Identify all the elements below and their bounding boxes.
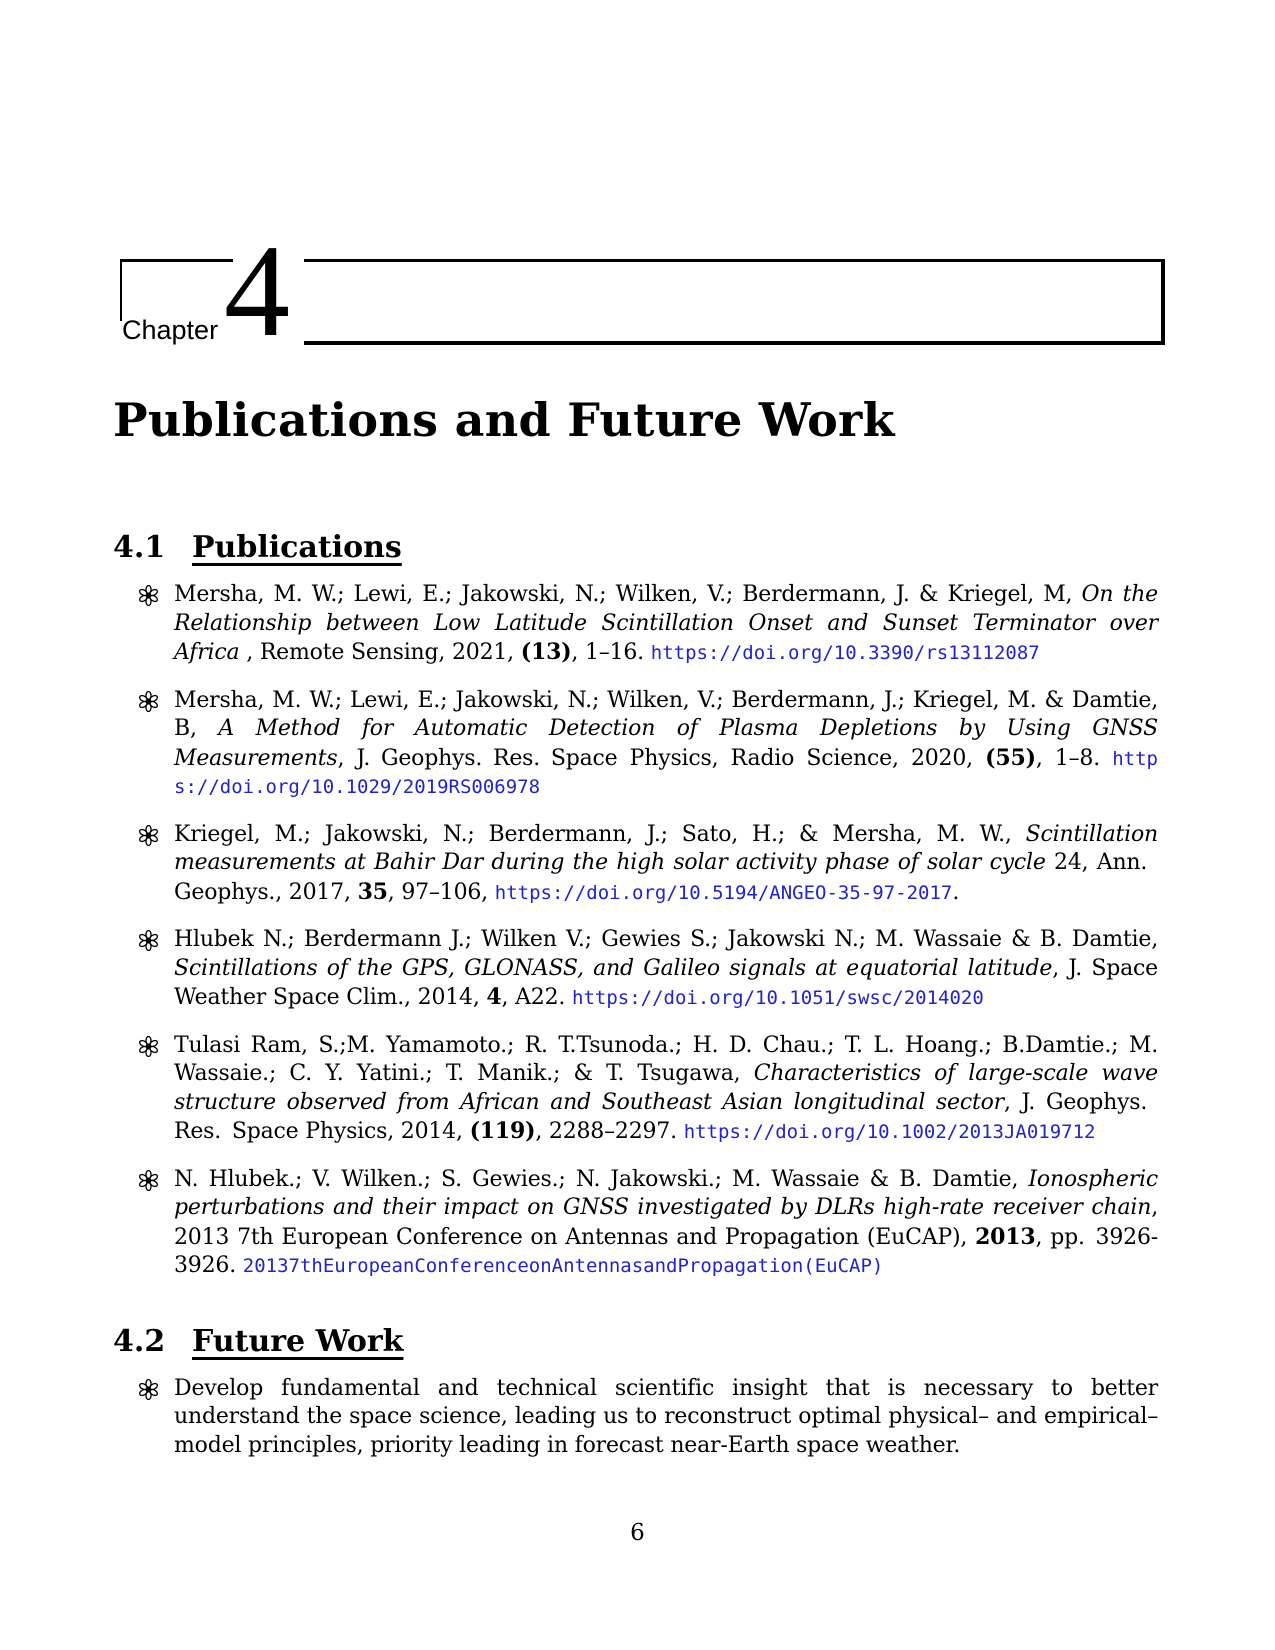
text-segment: , 1–8. bbox=[1035, 745, 1113, 771]
chapter-number: 4 bbox=[224, 217, 290, 364]
doi-link[interactable]: https://doi.org/10.1029/2019RS006978 bbox=[174, 747, 1158, 798]
text-segment: 24, Ann. Geophys., 2017, bbox=[174, 850, 1158, 905]
chapter-rule-right bbox=[1161, 259, 1165, 345]
doi-link[interactable]: https://doi.org/10.1002/2013JA019712 bbox=[683, 1121, 1096, 1143]
list-item bbox=[113, 1166, 1158, 1281]
chapter-rule-top-right bbox=[304, 259, 1161, 262]
entry-text bbox=[174, 927, 1158, 1010]
list-item bbox=[113, 687, 1158, 802]
flower-bullet-icon bbox=[138, 1379, 159, 1400]
doi-link[interactable]: https://doi.org/10.5194/ANGEO-35-97-2017 bbox=[494, 881, 953, 904]
text-segment: Tulasi Ram, S.;M. Yamamoto.; R. T.Tsunoda.; H. D. Chau.; T. L. Hoang.; B.Damtie.; M. Wassaie.; C. Y. Yatini.; T. Manik.; & T. Tsugawa, bbox=[174, 1032, 1158, 1086]
section-number: 4.2 bbox=[113, 1323, 166, 1359]
text-segment: Mersha, M. W.; Lewi, E.; Jakowski, N.; Wilken, V.; Berdermann, J.; Kriegel, M. & Damtie, B, bbox=[174, 687, 1158, 741]
entry-text bbox=[174, 1033, 1158, 1145]
text-segment: , J. Space Weather Space Clim., 2014, bbox=[174, 955, 1158, 1010]
text-segment: Scintillation measurements at Bahir Dar during the high solar activity phase of solar cycle bbox=[174, 821, 1158, 875]
flower-bullet-icon bbox=[138, 1170, 159, 1191]
doi-link[interactable]: https://doi.org/10.3390/rs13112087 bbox=[650, 642, 1040, 664]
entry-text bbox=[174, 582, 1158, 665]
text-segment: , J. Geophys. Res. Space Physics, 2014, bbox=[174, 1089, 1158, 1144]
text-segment: , 2288–2297. bbox=[535, 1119, 684, 1144]
flower-bullet-icon bbox=[138, 825, 159, 846]
list-item bbox=[113, 581, 1158, 668]
publications-list bbox=[113, 581, 1158, 1281]
text-segment: Scintillations of the GPS, GLONASS, and Galileo signals at equatorial latitude bbox=[174, 955, 1053, 981]
entry-text bbox=[174, 688, 1158, 800]
text-segment: (55) bbox=[985, 744, 1036, 771]
text-segment: , 1–16. bbox=[571, 640, 651, 665]
section-title: Future Work bbox=[192, 1323, 404, 1359]
text-segment: Kriegel, M.; Jakowski, N.; Berdermann, J.; Sato, H.; & Mersha, M. W., bbox=[174, 821, 1026, 847]
text-segment: , A22. bbox=[501, 985, 572, 1010]
text-segment: Characteristics of large-scale wave structure observed from African and Southeast Asian longitudinal sector bbox=[174, 1061, 1159, 1115]
doi-link[interactable]: 20137thEuropeanConferenceonAntennasandPropagation(EuCAP) bbox=[242, 1255, 884, 1277]
text-segment: . bbox=[952, 879, 960, 905]
text-segment: On the Relationship between Low Latitude Scintillation Onset and Sunset Terminator over Africa bbox=[174, 582, 1158, 665]
text-segment: , Remote Sensing, 2021, bbox=[239, 640, 521, 665]
list-item bbox=[113, 926, 1158, 1013]
chapter-rule-left bbox=[120, 259, 122, 321]
text-segment: 4 bbox=[486, 984, 502, 1010]
list-item bbox=[113, 1375, 1158, 1461]
flower-bullet-icon bbox=[138, 691, 159, 712]
text-segment: , J. Geophys. Res. Space Physics, Radio Science, 2020, bbox=[337, 745, 986, 771]
text-segment: Develop fundamental and technical scientific insight that is necessary to better understand the space science, leading us to reconstruct optimal physical– and empirical–model principles, priority leading in forecast near-Earth space weather. bbox=[174, 1375, 1158, 1458]
entry-text bbox=[174, 1376, 1158, 1458]
text-segment: , 97–106, bbox=[387, 879, 495, 905]
text-segment: , pp. 3926-3926. bbox=[174, 1224, 1158, 1278]
doi-link[interactable]: https://doi.org/10.1051/swsc/2014020 bbox=[572, 987, 984, 1009]
entry-text bbox=[174, 822, 1158, 905]
chapter-rule-top-left bbox=[120, 259, 233, 262]
chapter-rule-bottom bbox=[304, 341, 1161, 345]
page-number: 6 bbox=[630, 1520, 645, 1546]
text-segment: Hlubek N.; Berdermann J.; Wilken V.; Gewies S.; Jakowski N.; M. Wassaie & B. Damtie, bbox=[174, 927, 1158, 952]
flower-bullet-icon bbox=[138, 585, 159, 606]
flower-bullet-icon bbox=[138, 1036, 159, 1057]
text-segment: (13) bbox=[520, 639, 572, 665]
list-item bbox=[113, 821, 1158, 908]
entry-text bbox=[174, 1167, 1158, 1279]
text-segment: Mersha, M. W.; Lewi, E.; Jakowski, N.; Wilken, V.; Berdermann, J. & Kriegel, M, bbox=[174, 582, 1082, 607]
text-segment: (119) bbox=[469, 1118, 536, 1144]
text-segment: 2013 bbox=[975, 1223, 1036, 1250]
future-work-list bbox=[113, 1375, 1158, 1461]
section-heading-future-work bbox=[113, 1325, 1158, 1358]
content-column bbox=[113, 531, 1158, 1479]
text-segment: , 2013 7th European Conference on Antennas and Propagation (EuCAP), bbox=[174, 1195, 1158, 1250]
page-title: Publications and Future Work bbox=[113, 393, 895, 447]
section-number: 4.1 bbox=[113, 530, 166, 565]
section-title: Publications bbox=[192, 530, 402, 565]
text-segment: 35 bbox=[357, 878, 388, 905]
chapter-label: Chapter bbox=[122, 315, 219, 345]
text-segment: N. Hlubek.; V. Wilken.; S. Gewies.; N. Jakowski.; M. Wassaie & B. Damtie, bbox=[174, 1166, 1029, 1192]
list-item bbox=[113, 1032, 1158, 1147]
flower-bullet-icon bbox=[138, 930, 159, 951]
section-heading-publications bbox=[113, 531, 1158, 564]
text-segment: A Method for Automatic Detection of Plasma Depletions by Using GNSS Measurements bbox=[174, 716, 1158, 771]
text-segment: Ionospheric perturbations and their impact on GNSS investigated by DLRs high-rate receiver chain bbox=[174, 1166, 1158, 1220]
